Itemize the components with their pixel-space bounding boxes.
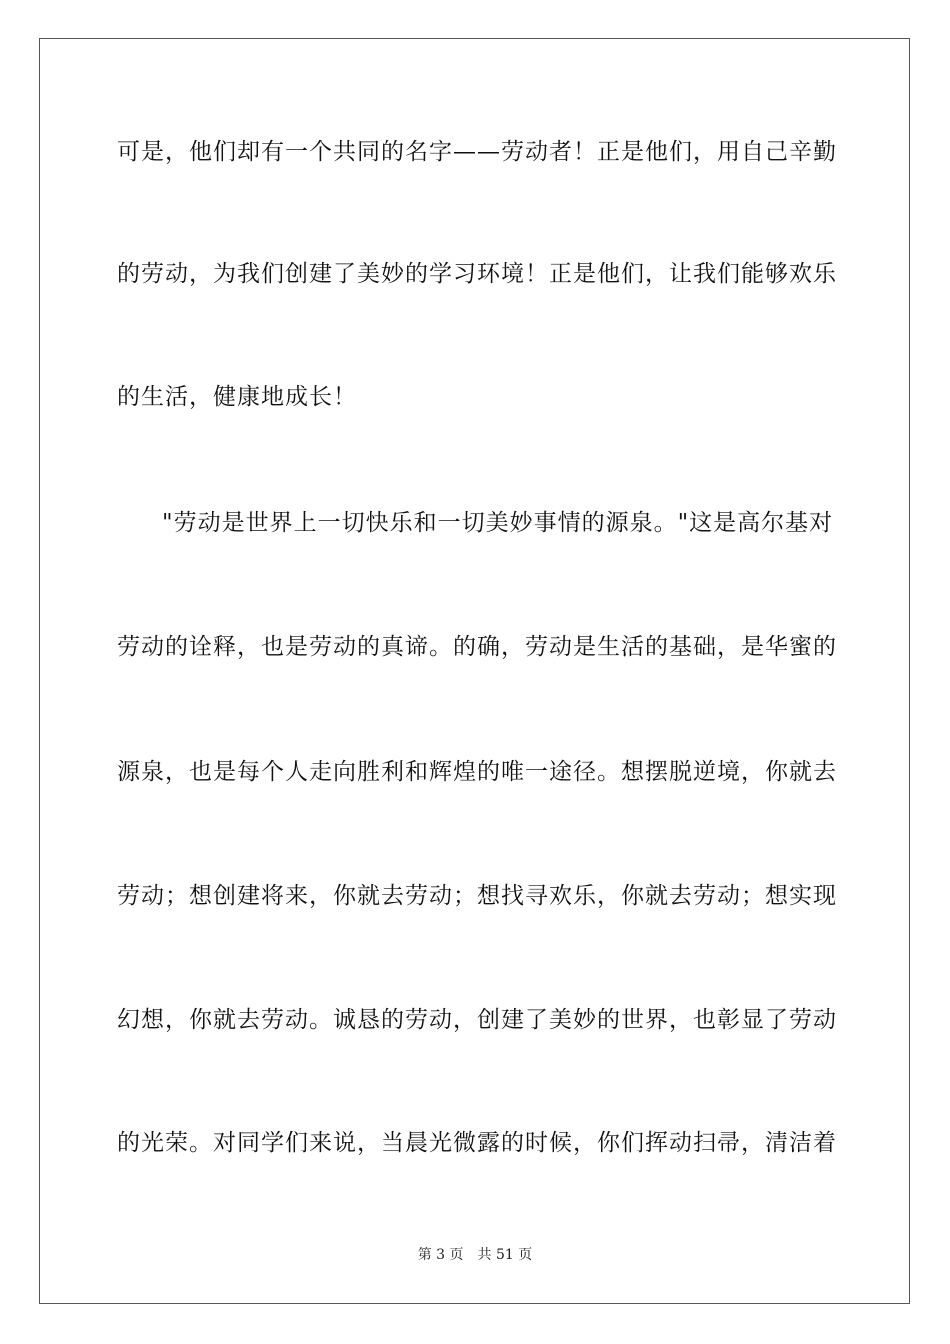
text-line: 的光荣。对同学们来说，当晨光微露的时候，你们挥动扫帚，清洁着 — [117, 1130, 837, 1156]
text-line: 源泉，也是每个人走向胜利和辉煌的唯一途径。想摆脱逆境，你就去 — [117, 759, 837, 785]
page-border — [39, 38, 910, 1304]
total-pages: 共 51 页 — [477, 1247, 533, 1263]
text-line: 劳动；想创建将来，你就去劳动；想找寻欢乐，你就去劳动；想实现 — [117, 883, 837, 909]
text-line: 劳动的诠释，也是劳动的真谛。的确，劳动是生活的基础，是华蜜的 — [117, 634, 837, 660]
text-line: "劳动是世界上一切快乐和一切美妙事情的源泉。"这是高尔基对 — [162, 510, 834, 536]
text-line: 的劳动，为我们创建了美妙的学习环境！正是他们，让我们能够欢乐 — [117, 261, 837, 287]
page-number: 第 3 页 — [417, 1247, 464, 1263]
text-line: 幻想，你就去劳动。诚恳的劳动，创建了美妙的世界，也彰显了劳动 — [117, 1007, 837, 1033]
page-footer — [0, 1244, 950, 1264]
text-line: 的生活，健康地成长！ — [117, 384, 357, 410]
text-line: 可是，他们却有一个共同的名字——劳动者！正是他们，用自己辛勤 — [117, 139, 837, 165]
